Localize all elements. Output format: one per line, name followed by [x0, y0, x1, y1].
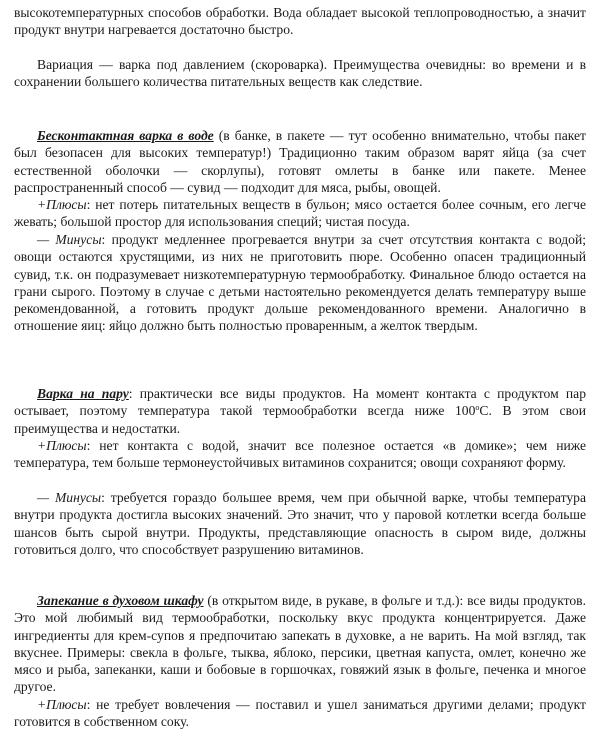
cons-label: — Минусы [37, 232, 102, 247]
pressure-cooking-paragraph: Вариация — варка под давлением (скороварка). Преимущества очевидны: во времени и в сохранении большего количества питательных веществ как следствие. [14, 57, 586, 90]
section-title: Варка на пару [37, 386, 129, 401]
pros-label: +Плюсы [37, 697, 87, 712]
pros-paragraph: +Плюсы: нет потерь питательных веществ в бульон; мясо остается более сочным, его легче жевать; большой простор для использования специй; чистая посуда. [14, 197, 586, 230]
cons-paragraph: — Минусы: продукт медленнее прогревается внутри за счет отсутствия контакта с водой; овощи остаются хрустящими, из них не приготовить пюре. Особенно опасен традиционный сувид, т.к. он подразумевает низкотемпературную термообработку. Финальное блюдо остается на грани сырого. Поэтому в случае с детьми настоятельно рекомендуется делать температуру выше рекомендованной, а готовить продукт дольше рекомендованного времени. Аналогично в отношение яиц: яйцо должно быть полностью проваренным, а желток твердым. [14, 232, 587, 334]
pros-label: +Плюсы [37, 438, 87, 453]
intro-paragraph: высокотемпературных способов обработки. Вода обладает высокой теплопроводностью, а значит продукт внутри нагревается достаточно быстро. [14, 5, 586, 38]
pros-paragraph: +Плюсы: не требует вовлечения — поставил и ушел заниматься другими делами; продукт готовится в собственном соку. [14, 697, 586, 730]
oven-baking-paragraph: Запекание в духовом шкафу (в открытом виде, в рукаве, в фольге и т.д.): все виды продуктов. Это мой любимый вид термообработки, поскольку вкус продукта концентрируется. Даже ингредиенты для крем-супов я предпочитаю запекать в духовке, а не варить. На мой взгляд, так вкуснее. Примеры: свекла в фольге, тыква, яблоко, персики, цветная капуста, омлет, конечно же мясо и рыба, запеканки, каши и бобовые в горшочках, говяжий язык в фольге, печенка и многое другое. [14, 593, 586, 695]
pros-paragraph: +Плюсы: нет контакта с водой, значит все полезное остается «в домике»; чем ниже температура, тем больше термонеустойчивых витаминов сохранится; овощи сохраняют форму. [14, 438, 586, 471]
steam-cooking-paragraph: Варка на пару: практически все виды продуктов. На момент контакта с продуктом пар остывает, поэтому температура такой термообработки всегда ниже $100^оС$. В этом свои преимущества и недостатки. [14, 386, 586, 436]
section-title: Запекание в духовом шкафу [37, 593, 204, 608]
cons-label: — Минусы [37, 490, 102, 505]
contactless-boiling-paragraph: Бесконтактная варка в воде (в банке, в пакете — тут особенно внимательно, чтобы пакет был безопасен для высоких температур!) Традиционно таким образом варят яйца (за счет естественной оболочки — скорлупы), готовят омлеты в банке или пакете. Менее распространенный способ — сувид — подходит для мяса, рыбы, овощей. [14, 128, 586, 195]
cons-paragraph: — Минусы: требуется гораздо большее время, чем при обычной варке, чтобы температура внутри продукта достигла высоких значений. Это значит, что у паровой котлетки всегда больше шансов быть сырой внутри. Продукты, представляющие опасность в сыром виде, должны готовиться долго, что способствует разрушению витаминов. [14, 490, 586, 557]
section-title: Бесконтактная варка в воде [37, 128, 214, 143]
pros-label: +Плюсы [37, 197, 87, 212]
